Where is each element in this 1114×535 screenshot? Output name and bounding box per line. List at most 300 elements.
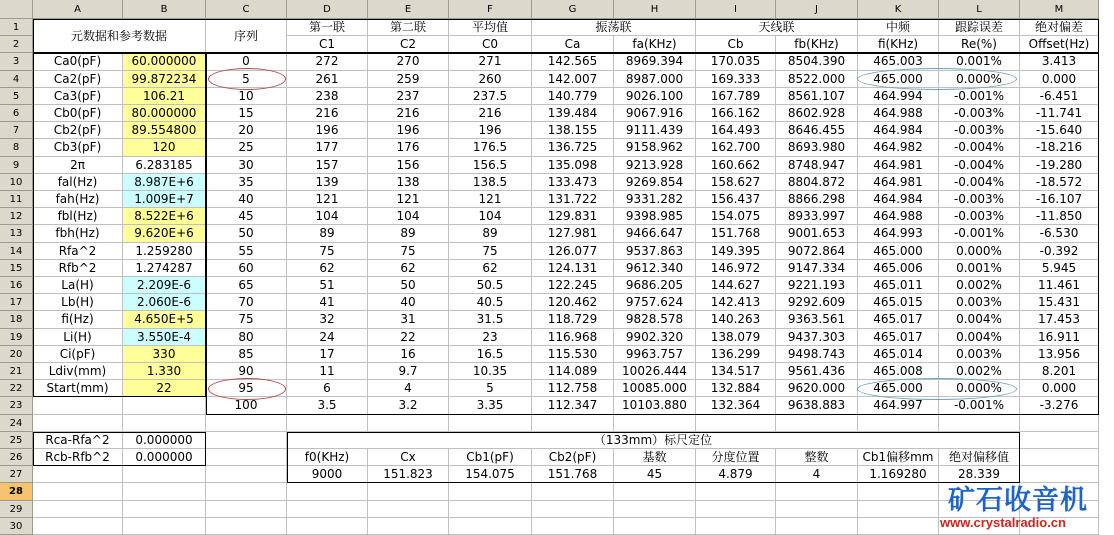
row-header-20[interactable]: 20 [0, 346, 33, 363]
table-cell[interactable]: 8866.298 [776, 191, 858, 208]
param-value[interactable]: 60.000000 [123, 53, 206, 70]
table-cell[interactable]: 149.395 [696, 243, 776, 260]
param-value[interactable]: 89.554800 [123, 122, 206, 139]
table-cell[interactable]: 271 [449, 53, 532, 70]
table-cell[interactable]: 17.453 [1020, 311, 1099, 328]
row-header-25[interactable]: 25 [0, 432, 33, 449]
table-cell[interactable]: -11.741 [1020, 105, 1099, 122]
table-cell[interactable]: 9757.624 [614, 294, 696, 311]
empty-cell[interactable] [858, 501, 939, 518]
empty-cell[interactable] [1020, 449, 1099, 466]
table-cell[interactable]: -0.001% [939, 397, 1020, 414]
table-cell[interactable]: 0.000% [939, 71, 1020, 88]
empty-cell[interactable] [614, 501, 696, 518]
empty-cell[interactable] [696, 483, 776, 500]
param-value[interactable]: 106.21 [123, 88, 206, 105]
table-cell[interactable]: 216 [449, 105, 532, 122]
table-cell[interactable]: 51 [287, 277, 368, 294]
empty-cell[interactable] [614, 483, 696, 500]
table-cell[interactable]: 3.35 [449, 397, 532, 414]
table-cell[interactable]: 464.984 [858, 122, 939, 139]
table-cell[interactable]: 5.945 [1020, 260, 1099, 277]
empty-cell[interactable] [532, 483, 614, 500]
empty-cell[interactable] [33, 466, 123, 483]
scale-value[interactable]: 154.075 [449, 466, 532, 483]
empty-cell[interactable] [287, 415, 368, 432]
table-cell[interactable]: 465.015 [858, 294, 939, 311]
param-label[interactable]: Rfb^2 [33, 260, 123, 277]
table-cell[interactable]: 23 [449, 329, 532, 346]
table-cell[interactable]: 6 [287, 380, 368, 397]
row-header-6[interactable]: 6 [0, 105, 33, 122]
table-cell[interactable]: 15 [206, 105, 287, 122]
table-cell[interactable]: 15.431 [1020, 294, 1099, 311]
table-cell[interactable]: 62 [449, 260, 532, 277]
table-cell[interactable]: 238 [287, 88, 368, 105]
table-cell[interactable]: 196 [449, 122, 532, 139]
column-header-K[interactable]: K [858, 0, 939, 19]
param-value[interactable]: 2.209E-6 [123, 277, 206, 294]
table-cell[interactable]: 464.988 [858, 208, 939, 225]
param-label[interactable]: Ca2(pF) [33, 71, 123, 88]
table-cell[interactable]: 156.437 [696, 191, 776, 208]
table-cell[interactable]: 50 [206, 225, 287, 242]
table-cell[interactable]: 132.364 [696, 397, 776, 414]
scale-header[interactable]: 绝对偏移值 [939, 449, 1020, 466]
table-cell[interactable]: 176.5 [449, 139, 532, 156]
table-cell[interactable]: 115.530 [532, 346, 614, 363]
param-label[interactable]: fah(Hz) [33, 191, 123, 208]
param-label[interactable]: Ci(pF) [33, 346, 123, 363]
table-cell[interactable]: 75 [206, 311, 287, 328]
table-cell[interactable]: 5 [206, 71, 287, 88]
table-cell[interactable]: 9292.609 [776, 294, 858, 311]
table-cell[interactable]: 10085.000 [614, 380, 696, 397]
table-cell[interactable]: 40 [206, 191, 287, 208]
table-cell[interactable]: 30 [206, 157, 287, 174]
table-cell[interactable]: 167.789 [696, 88, 776, 105]
row-header-5[interactable]: 5 [0, 88, 33, 105]
param-label[interactable]: Start(mm) [33, 380, 123, 397]
sub-header-1[interactable]: C1 [287, 36, 368, 53]
empty-cell[interactable] [33, 397, 123, 414]
table-cell[interactable]: 126.077 [532, 243, 614, 260]
row-header-19[interactable]: 19 [0, 329, 33, 346]
group-header-g4[interactable]: 振荡联 [532, 19, 696, 36]
table-cell[interactable]: 3.413 [1020, 53, 1099, 70]
table-cell[interactable]: 10103.880 [614, 397, 696, 414]
empty-cell[interactable] [123, 415, 206, 432]
table-cell[interactable]: -0.003% [939, 105, 1020, 122]
row-header-22[interactable]: 22 [0, 380, 33, 397]
table-cell[interactable]: 11 [287, 363, 368, 380]
table-cell[interactable]: 85 [206, 346, 287, 363]
table-cell[interactable]: 65 [206, 277, 287, 294]
param-label[interactable]: Cb2(pF) [33, 122, 123, 139]
table-cell[interactable]: 196 [368, 122, 449, 139]
table-cell[interactable]: 237.5 [449, 88, 532, 105]
table-cell[interactable]: 261 [287, 71, 368, 88]
table-cell[interactable]: 465.017 [858, 311, 939, 328]
sub-header-7[interactable]: fb(KHz) [776, 36, 858, 53]
empty-cell[interactable] [33, 483, 123, 500]
table-cell[interactable]: 75 [449, 243, 532, 260]
table-cell[interactable]: 9213.928 [614, 157, 696, 174]
sub-header-5[interactable]: fa(KHz) [614, 36, 696, 53]
table-cell[interactable]: 9.7 [368, 363, 449, 380]
group-header-g2[interactable]: 第二联 [368, 19, 449, 36]
table-cell[interactable]: 260 [449, 71, 532, 88]
param-value[interactable]: 1.274287 [123, 260, 206, 277]
table-cell[interactable]: -0.003% [939, 191, 1020, 208]
table-cell[interactable]: 9498.743 [776, 346, 858, 363]
param-label[interactable]: 2π [33, 157, 123, 174]
table-cell[interactable]: 16.5 [449, 346, 532, 363]
empty-cell[interactable] [1020, 415, 1099, 432]
empty-cell[interactable] [287, 518, 368, 535]
param-value[interactable]: 80.000000 [123, 105, 206, 122]
table-cell[interactable]: 9331.282 [614, 191, 696, 208]
table-cell[interactable]: 31 [368, 311, 449, 328]
table-cell[interactable]: 114.089 [532, 363, 614, 380]
empty-cell[interactable] [206, 466, 287, 483]
scale-header[interactable]: f0(KHz) [287, 449, 368, 466]
table-cell[interactable]: 55 [206, 243, 287, 260]
table-cell[interactable]: 0.003% [939, 346, 1020, 363]
table-cell[interactable]: -16.107 [1020, 191, 1099, 208]
residual-label[interactable]: Rca-Rfa^2 [33, 432, 123, 449]
table-cell[interactable]: 140.263 [696, 311, 776, 328]
table-cell[interactable]: 9026.100 [614, 88, 696, 105]
table-cell[interactable]: 9963.757 [614, 346, 696, 363]
table-cell[interactable]: 464.981 [858, 174, 939, 191]
table-cell[interactable]: 31.5 [449, 311, 532, 328]
column-header-D[interactable]: D [287, 0, 368, 19]
scale-value[interactable]: 151.823 [368, 466, 449, 483]
sub-header-2[interactable]: C2 [368, 36, 449, 53]
empty-cell[interactable] [776, 501, 858, 518]
table-cell[interactable]: 8987.000 [614, 71, 696, 88]
table-cell[interactable]: 0 [206, 53, 287, 70]
param-label[interactable]: fbh(Hz) [33, 225, 123, 242]
table-cell[interactable]: -0.392 [1020, 243, 1099, 260]
table-cell[interactable]: 464.984 [858, 191, 939, 208]
scale-header[interactable]: Cb2(pF) [532, 449, 614, 466]
row-header-16[interactable]: 16 [0, 277, 33, 294]
table-cell[interactable]: 9638.883 [776, 397, 858, 414]
table-cell[interactable]: 164.493 [696, 122, 776, 139]
empty-cell[interactable] [287, 483, 368, 500]
table-cell[interactable]: 156.5 [449, 157, 532, 174]
table-cell[interactable]: 138.079 [696, 329, 776, 346]
residual-value[interactable]: 0.000000 [123, 432, 206, 449]
table-cell[interactable]: 116.968 [532, 329, 614, 346]
param-label[interactable]: La(H) [33, 277, 123, 294]
table-cell[interactable]: 16 [368, 346, 449, 363]
empty-cell[interactable] [776, 518, 858, 535]
param-value[interactable]: 8.987E+6 [123, 174, 206, 191]
table-cell[interactable]: 9067.916 [614, 105, 696, 122]
table-cell[interactable]: 3.2 [368, 397, 449, 414]
table-cell[interactable]: 22 [368, 329, 449, 346]
table-cell[interactable]: 0.004% [939, 311, 1020, 328]
column-header-L[interactable]: L [939, 0, 1020, 19]
table-cell[interactable]: 139 [287, 174, 368, 191]
table-cell[interactable]: 80 [206, 329, 287, 346]
scale-value[interactable]: 4 [776, 466, 858, 483]
table-cell[interactable]: 9221.193 [776, 277, 858, 294]
table-cell[interactable]: 9363.561 [776, 311, 858, 328]
row-header-17[interactable]: 17 [0, 294, 33, 311]
row-header-24[interactable]: 24 [0, 415, 33, 432]
table-cell[interactable]: 146.972 [696, 260, 776, 277]
table-cell[interactable]: 50 [368, 277, 449, 294]
column-header-J[interactable]: J [776, 0, 858, 19]
table-cell[interactable]: 133.473 [532, 174, 614, 191]
param-label[interactable]: fal(Hz) [33, 174, 123, 191]
table-cell[interactable]: 9686.205 [614, 277, 696, 294]
empty-cell[interactable] [206, 449, 287, 466]
table-cell[interactable]: 154.075 [696, 208, 776, 225]
table-cell[interactable]: 9147.334 [776, 260, 858, 277]
group-header-g7[interactable]: 跟踪误差 [939, 19, 1020, 36]
table-cell[interactable]: 121 [368, 191, 449, 208]
table-cell[interactable]: 0.004% [939, 329, 1020, 346]
empty-cell[interactable] [368, 483, 449, 500]
table-cell[interactable]: 9072.864 [776, 243, 858, 260]
param-label[interactable]: Rfa^2 [33, 243, 123, 260]
sub-header-4[interactable]: Ca [532, 36, 614, 53]
table-cell[interactable]: 132.884 [696, 380, 776, 397]
table-cell[interactable]: 9612.340 [614, 260, 696, 277]
table-cell[interactable]: 0.000% [939, 243, 1020, 260]
table-cell[interactable]: 9437.303 [776, 329, 858, 346]
table-cell[interactable]: -0.001% [939, 225, 1020, 242]
empty-cell[interactable] [449, 483, 532, 500]
table-cell[interactable]: -0.001% [939, 88, 1020, 105]
empty-cell[interactable] [532, 501, 614, 518]
table-cell[interactable]: 131.722 [532, 191, 614, 208]
table-cell[interactable]: 144.627 [696, 277, 776, 294]
table-cell[interactable]: 465.000 [858, 243, 939, 260]
row-header-15[interactable]: 15 [0, 260, 33, 277]
table-cell[interactable]: 196 [287, 122, 368, 139]
table-cell[interactable]: 464.982 [858, 139, 939, 156]
table-cell[interactable]: 9398.985 [614, 208, 696, 225]
column-header-G[interactable]: G [532, 0, 614, 19]
table-cell[interactable]: -18.216 [1020, 139, 1099, 156]
scale-value[interactable]: 151.768 [532, 466, 614, 483]
row-header-18[interactable]: 18 [0, 311, 33, 328]
table-cell[interactable]: 35 [206, 174, 287, 191]
table-cell[interactable]: 142.007 [532, 71, 614, 88]
table-cell[interactable]: 142.413 [696, 294, 776, 311]
table-cell[interactable]: 122.245 [532, 277, 614, 294]
sub-header-10[interactable]: Offset(Hz) [1020, 36, 1099, 53]
table-cell[interactable]: 50.5 [449, 277, 532, 294]
empty-cell[interactable] [696, 415, 776, 432]
table-cell[interactable]: -6.530 [1020, 225, 1099, 242]
group-header-g3[interactable]: 平均值 [449, 19, 532, 36]
column-header-H[interactable]: H [614, 0, 696, 19]
table-cell[interactable]: 170.035 [696, 53, 776, 70]
table-cell[interactable]: 464.993 [858, 225, 939, 242]
table-cell[interactable]: 121 [287, 191, 368, 208]
table-cell[interactable]: 25 [206, 139, 287, 156]
empty-cell[interactable] [33, 518, 123, 535]
table-cell[interactable]: 13.956 [1020, 346, 1099, 363]
table-cell[interactable]: 4 [368, 380, 449, 397]
table-cell[interactable]: 8504.390 [776, 53, 858, 70]
scale-value[interactable]: 28.339 [939, 466, 1020, 483]
column-header-B[interactable]: B [123, 0, 206, 19]
table-cell[interactable]: 465.000 [858, 71, 939, 88]
table-cell[interactable]: -0.004% [939, 139, 1020, 156]
table-cell[interactable]: 127.981 [532, 225, 614, 242]
table-cell[interactable]: 10 [206, 88, 287, 105]
empty-cell[interactable] [696, 501, 776, 518]
table-cell[interactable]: 41 [287, 294, 368, 311]
scale-header[interactable]: Cb1(pF) [449, 449, 532, 466]
empty-cell[interactable] [449, 501, 532, 518]
table-cell[interactable]: 9828.578 [614, 311, 696, 328]
table-cell[interactable]: 138 [368, 174, 449, 191]
table-cell[interactable]: 20 [206, 122, 287, 139]
param-value[interactable]: 8.522E+6 [123, 208, 206, 225]
table-cell[interactable]: -19.280 [1020, 157, 1099, 174]
sub-header-8[interactable]: fi(KHz) [858, 36, 939, 53]
scale-value[interactable]: 4.879 [696, 466, 776, 483]
table-cell[interactable]: -11.850 [1020, 208, 1099, 225]
table-cell[interactable]: 104 [287, 208, 368, 225]
empty-cell[interactable] [33, 415, 123, 432]
param-value[interactable]: 99.872234 [123, 71, 206, 88]
table-cell[interactable]: 9269.854 [614, 174, 696, 191]
empty-cell[interactable] [206, 518, 287, 535]
table-cell[interactable]: 9902.320 [614, 329, 696, 346]
param-value[interactable]: 330 [123, 346, 206, 363]
empty-cell[interactable] [206, 501, 287, 518]
table-cell[interactable]: 8.201 [1020, 363, 1099, 380]
table-cell[interactable]: 89 [287, 225, 368, 242]
table-cell[interactable]: 8693.980 [776, 139, 858, 156]
row-header-4[interactable]: 4 [0, 71, 33, 88]
table-cell[interactable]: 177 [287, 139, 368, 156]
table-cell[interactable]: 121 [449, 191, 532, 208]
table-cell[interactable]: 272 [287, 53, 368, 70]
empty-cell[interactable] [1020, 432, 1099, 449]
param-value[interactable]: 120 [123, 139, 206, 156]
table-cell[interactable]: 17 [287, 346, 368, 363]
row-header-26[interactable]: 26 [0, 449, 33, 466]
sub-header-9[interactable]: Re(%) [939, 36, 1020, 53]
empty-cell[interactable] [858, 415, 939, 432]
table-cell[interactable]: 8561.107 [776, 88, 858, 105]
table-cell[interactable]: 158.627 [696, 174, 776, 191]
param-label[interactable]: Ca0(pF) [33, 53, 123, 70]
empty-cell[interactable] [33, 501, 123, 518]
column-header-F[interactable]: F [449, 0, 532, 19]
table-cell[interactable]: 45 [206, 208, 287, 225]
table-cell[interactable]: 464.988 [858, 105, 939, 122]
table-cell[interactable]: -0.004% [939, 157, 1020, 174]
table-cell[interactable]: 270 [368, 53, 449, 70]
table-cell[interactable]: 216 [368, 105, 449, 122]
seq-title[interactable]: 序列 [206, 19, 287, 53]
table-cell[interactable]: 120.462 [532, 294, 614, 311]
table-cell[interactable]: 8522.000 [776, 71, 858, 88]
row-header-12[interactable]: 12 [0, 208, 33, 225]
row-header-29[interactable]: 29 [0, 501, 33, 518]
table-cell[interactable]: 166.162 [696, 105, 776, 122]
table-cell[interactable]: 140.779 [532, 88, 614, 105]
column-header-C[interactable]: C [206, 0, 287, 19]
table-cell[interactable]: 465.003 [858, 53, 939, 70]
table-cell[interactable]: 8969.394 [614, 53, 696, 70]
table-cell[interactable]: 162.700 [696, 139, 776, 156]
empty-cell[interactable] [614, 415, 696, 432]
table-cell[interactable]: 62 [368, 260, 449, 277]
table-cell[interactable]: 465.011 [858, 277, 939, 294]
table-cell[interactable]: 129.831 [532, 208, 614, 225]
row-header-30[interactable]: 30 [0, 518, 33, 535]
table-cell[interactable]: 138.155 [532, 122, 614, 139]
empty-cell[interactable] [858, 518, 939, 535]
empty-cell[interactable] [532, 518, 614, 535]
table-cell[interactable]: 124.131 [532, 260, 614, 277]
param-value[interactable]: 1.259280 [123, 243, 206, 260]
empty-cell[interactable] [368, 501, 449, 518]
empty-cell[interactable] [123, 501, 206, 518]
table-cell[interactable]: 112.758 [532, 380, 614, 397]
row-header-7[interactable]: 7 [0, 122, 33, 139]
empty-cell[interactable] [206, 483, 287, 500]
row-header-13[interactable]: 13 [0, 225, 33, 242]
table-cell[interactable]: 62 [287, 260, 368, 277]
scale-header[interactable]: 基数 [614, 449, 696, 466]
row-header-10[interactable]: 10 [0, 174, 33, 191]
table-cell[interactable]: 75 [368, 243, 449, 260]
empty-cell[interactable] [123, 483, 206, 500]
empty-cell[interactable] [858, 483, 939, 500]
table-cell[interactable]: 95 [206, 380, 287, 397]
param-label[interactable]: Cb3(pF) [33, 139, 123, 156]
table-cell[interactable]: 176 [368, 139, 449, 156]
param-value[interactable]: 6.283185 [123, 157, 206, 174]
empty-cell[interactable] [206, 432, 287, 449]
column-header-E[interactable]: E [368, 0, 449, 19]
table-cell[interactable]: 32 [287, 311, 368, 328]
sub-header-6[interactable]: Cb [696, 36, 776, 53]
table-cell[interactable]: 0.001% [939, 260, 1020, 277]
table-cell[interactable]: 0.002% [939, 363, 1020, 380]
table-cell[interactable]: 136.725 [532, 139, 614, 156]
empty-cell[interactable] [368, 518, 449, 535]
table-cell[interactable]: 139.484 [532, 105, 614, 122]
empty-cell[interactable] [449, 518, 532, 535]
table-cell[interactable]: -18.572 [1020, 174, 1099, 191]
table-cell[interactable]: 465.006 [858, 260, 939, 277]
param-label[interactable]: Lb(H) [33, 294, 123, 311]
empty-cell[interactable] [532, 415, 614, 432]
row-header-21[interactable]: 21 [0, 363, 33, 380]
table-cell[interactable]: 9561.436 [776, 363, 858, 380]
table-cell[interactable]: 118.729 [532, 311, 614, 328]
scale-header[interactable]: Cx [368, 449, 449, 466]
residual-label[interactable]: Rcb-Rfb^2 [33, 449, 123, 466]
table-cell[interactable]: 136.299 [696, 346, 776, 363]
table-cell[interactable]: 10.35 [449, 363, 532, 380]
